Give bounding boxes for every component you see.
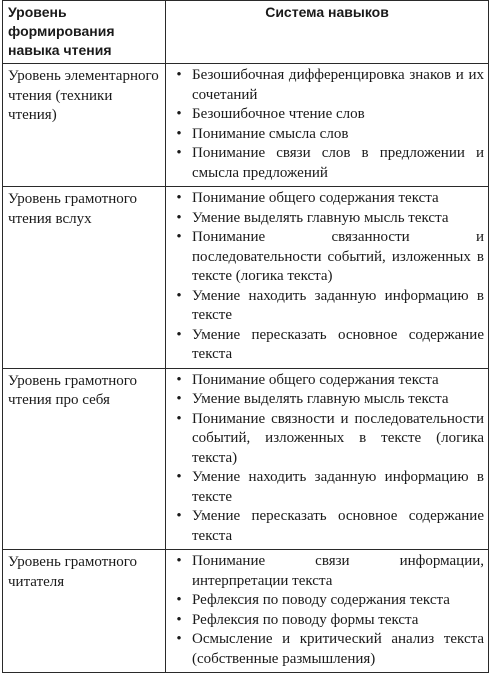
level-cell: Уровень грамотного читателя <box>3 550 166 673</box>
skill-list <box>166 371 484 547</box>
bullet-icon: • <box>176 508 182 524</box>
table-row <box>3 368 489 550</box>
level-cell: Уровень грамотного чтения вслух <box>3 187 166 369</box>
skill-text: Понимание общего содержания текста <box>192 371 439 388</box>
table-row <box>3 187 489 369</box>
header-skills: Система навыков <box>166 1 489 64</box>
list-item <box>166 287 484 326</box>
list-item <box>166 144 484 183</box>
skill-text: Рефлексия по поводу содержания текста <box>192 592 450 608</box>
bullet-icon: • <box>176 553 182 569</box>
list-item <box>166 209 484 229</box>
list-item <box>166 66 484 105</box>
skill-text: Умение находить заданную информацию в тексте <box>192 287 484 323</box>
list-item <box>166 105 484 125</box>
bullet-icon: • <box>176 67 182 83</box>
skill-text: Понимание связанности и последовательности событий, изложенных в тексте (логика текста) <box>192 229 484 284</box>
header-row <box>3 1 489 64</box>
level-cell: Уровень элементарного чтения (техники чтения) <box>3 64 166 187</box>
bullet-icon: • <box>176 209 182 226</box>
list-item <box>166 630 484 669</box>
bullet-icon: • <box>176 287 182 304</box>
skill-text: Умение выделять главную мысль текста <box>192 391 449 407</box>
skill-text: Умение пересказать основное содержание текста <box>192 508 484 544</box>
skill-text: Умение находить заданную информацию в тексте <box>192 469 484 505</box>
list-item <box>166 326 484 365</box>
skill-text: Осмысление и критический анализ текста (собственные размышления) <box>192 631 484 667</box>
bullet-icon: • <box>176 326 182 343</box>
list-item <box>166 410 484 469</box>
table-row <box>3 64 489 187</box>
skill-list <box>166 189 484 365</box>
skill-text: Понимание связности и последовательности событий, изложенных в тексте (логика текста) <box>192 410 484 466</box>
list-item <box>166 189 484 209</box>
list-item <box>166 591 484 611</box>
bullet-icon: • <box>176 410 182 427</box>
bullet-icon: • <box>176 125 182 142</box>
list-item <box>166 125 484 145</box>
skill-text: Понимание общего содержания текста <box>192 190 439 206</box>
list-item <box>166 371 484 391</box>
skill-text: Безошибочная дифференцировка знаков и их сочетаний <box>192 67 484 103</box>
list-item <box>166 611 484 631</box>
skill-list <box>166 552 484 669</box>
table-row <box>3 550 489 673</box>
skill-text: Умение выделять главную мысль текста <box>192 209 449 226</box>
skill-text: Рефлексия по поводу формы текста <box>192 611 419 628</box>
bullet-icon: • <box>176 106 182 122</box>
bullet-icon: • <box>176 190 182 206</box>
reading-skills-table <box>2 0 489 673</box>
skill-text: Понимание связи слов в предложении и смысла предложений <box>192 145 484 181</box>
header-level: Уровень формирования навыка чтения <box>3 1 166 64</box>
skill-text: Умение пересказать основное содержание текста <box>192 326 484 362</box>
skill-text: Понимание смысла слов <box>192 125 349 142</box>
skill-text: Понимание связи информации, интерпретации текста <box>192 553 484 589</box>
bullet-icon: • <box>176 391 182 407</box>
list-item <box>166 468 484 507</box>
list-item <box>166 390 484 410</box>
skill-list <box>166 66 484 183</box>
skill-text: Безошибочное чтение слов <box>192 106 365 122</box>
bullet-icon: • <box>176 371 182 388</box>
bullet-icon: • <box>176 229 182 245</box>
bullet-icon: • <box>176 631 182 647</box>
bullet-icon: • <box>176 145 182 161</box>
skills-cell <box>166 550 489 673</box>
list-item <box>166 507 484 546</box>
bullet-icon: • <box>176 592 182 608</box>
list-item <box>166 228 484 287</box>
list-item <box>166 552 484 591</box>
bullet-icon: • <box>176 469 182 485</box>
bullet-icon: • <box>176 611 182 628</box>
skills-cell <box>166 64 489 187</box>
skills-cell <box>166 368 489 550</box>
skills-cell <box>166 187 489 369</box>
level-cell: Уровень грамотного чтения про себя <box>3 368 166 550</box>
